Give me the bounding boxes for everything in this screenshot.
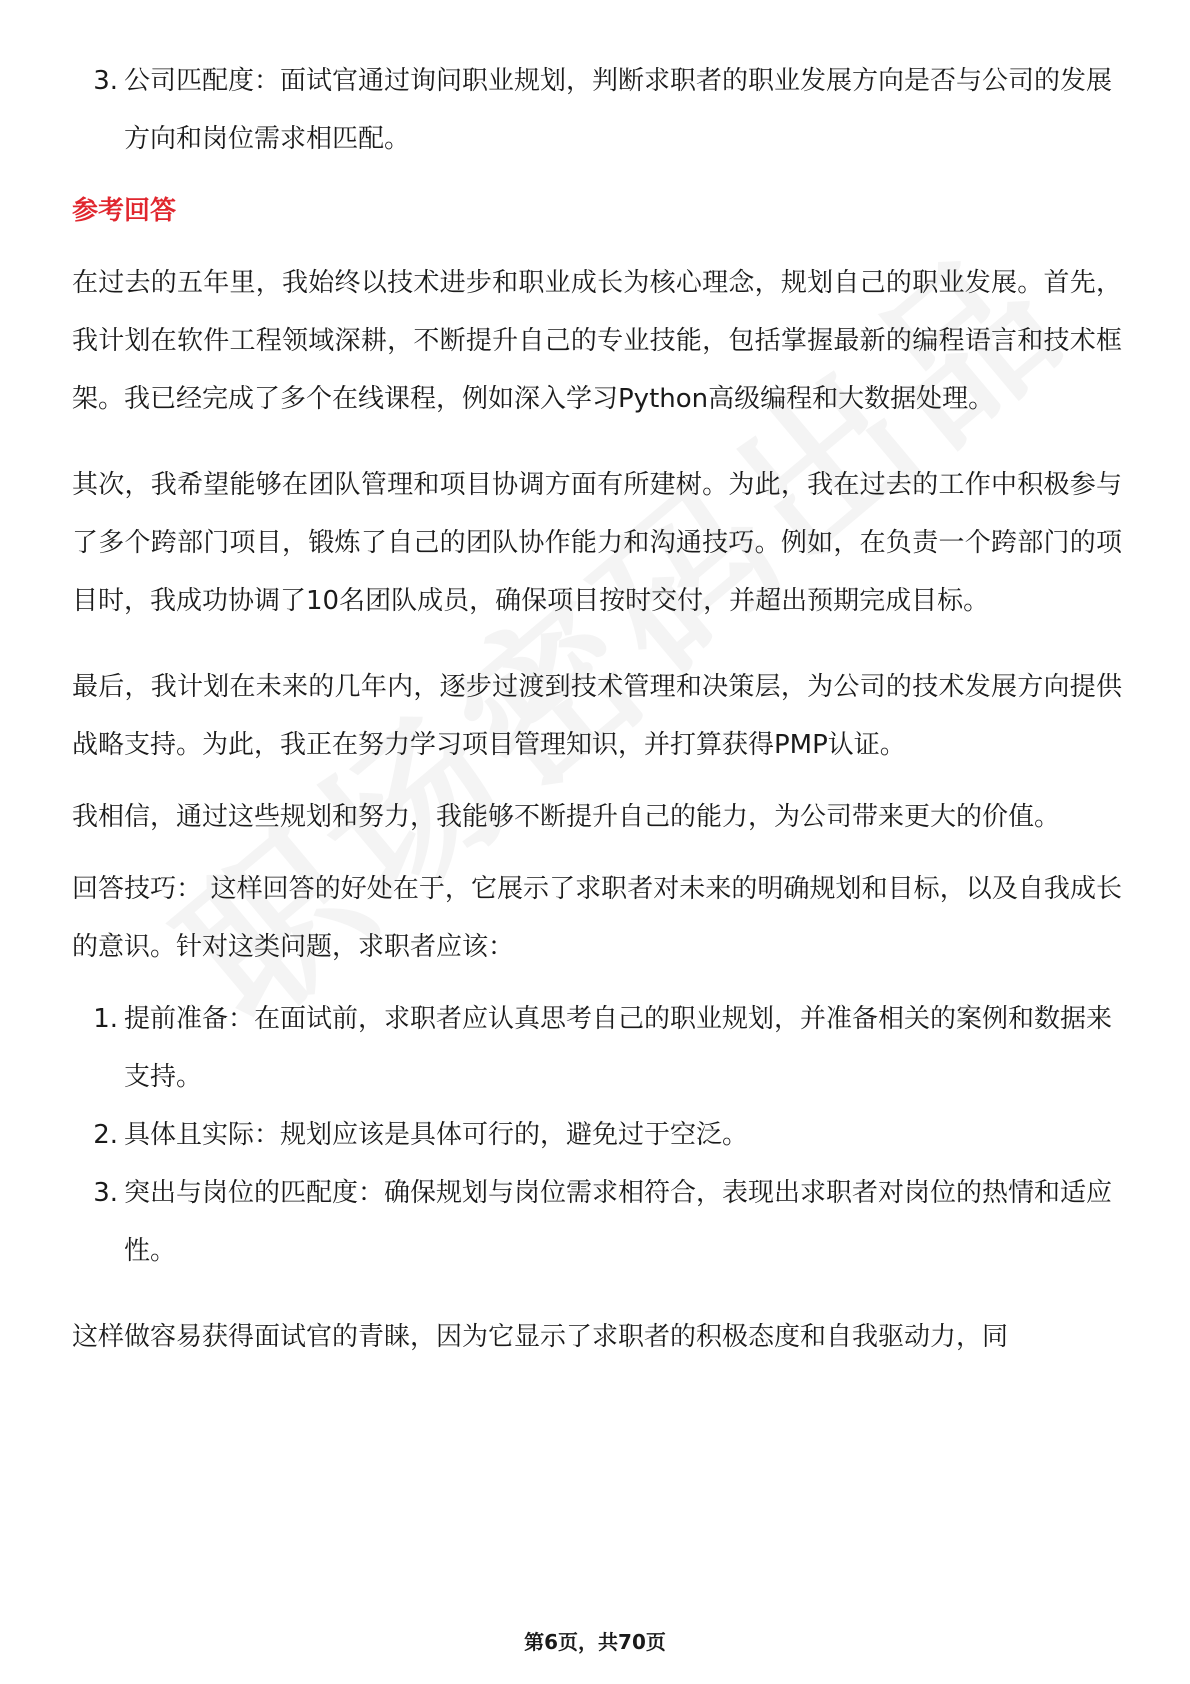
list-item xyxy=(72,1106,1122,1164)
closing-paragraph: 这样做容易获得面试官的青睐，因为它显示了求职者的积极态度和自我驱动力，同 xyxy=(72,1322,1009,1352)
list-item xyxy=(72,1164,1122,1280)
answer-paragraph: 在过去的五年里，我始终以技术进步和职业成长为核心理念，规划自己的职业发展。首先，我计划在软件工程领域深耕，不断提升自己的专业技能，包括掌握最新的编程语言和技术框架。我已经完成了多个在线课程，例如深入学习Python高级编程和大数据处理。 xyxy=(72,268,1122,414)
list-item-text: 具体且实际：规划应该是具体可行的，避免过于空泛。 xyxy=(124,1120,749,1150)
section-title: 参考回答 xyxy=(72,196,177,226)
answer-paragraph: 我相信，通过这些规划和努力，我能够不断提升自己的能力，为公司带来更大的价值。 xyxy=(72,802,1061,832)
tips-intro-paragraph: 回答技巧： 这样回答的好处在于，它展示了求职者对未来的明确规划和目标，以及自我成长的意识。针对这类问题，求职者应该： xyxy=(72,874,1122,962)
list-item-text: 公司匹配度：面试官通过询问职业规划，判断求职者的职业发展方向是否与公司的发展方向和岗位需求相匹配。 xyxy=(124,66,1113,154)
list-item-number: 3. xyxy=(93,66,118,96)
list-item-number: 3. xyxy=(93,1178,118,1208)
criteria-list xyxy=(72,52,1122,168)
page-number: 第6页，共70页 xyxy=(524,1630,666,1654)
list-item-text: 突出与岗位的匹配度：确保规划与岗位需求相符合，表现出求职者对岗位的热情和适应性。 xyxy=(124,1178,1113,1266)
tips-list xyxy=(72,990,1122,1280)
list-item-number: 2. xyxy=(93,1120,118,1150)
list-item-number: 1. xyxy=(93,1004,118,1034)
page-content xyxy=(72,52,1122,1366)
answer-paragraph: 最后，我计划在未来的几年内，逐步过渡到技术管理和决策层，为公司的技术发展方向提供战略支持。为此，我正在努力学习项目管理知识，并打算获得PMP认证。 xyxy=(72,672,1122,760)
list-item xyxy=(72,52,1122,168)
list-item-text: 提前准备：在面试前，求职者应认真思考自己的职业规划，并准备相关的案例和数据来支持。 xyxy=(124,1004,1113,1092)
answer-paragraph: 其次，我希望能够在团队管理和项目协调方面有所建树。为此，我在过去的工作中积极参与了多个跨部门项目，锻炼了自己的团队协作能力和沟通技巧。例如，在负责一个跨部门的项目时，我成功协调了10名团队成员，确保项目按时交付，并超出预期完成目标。 xyxy=(72,470,1122,616)
list-item xyxy=(72,990,1122,1106)
